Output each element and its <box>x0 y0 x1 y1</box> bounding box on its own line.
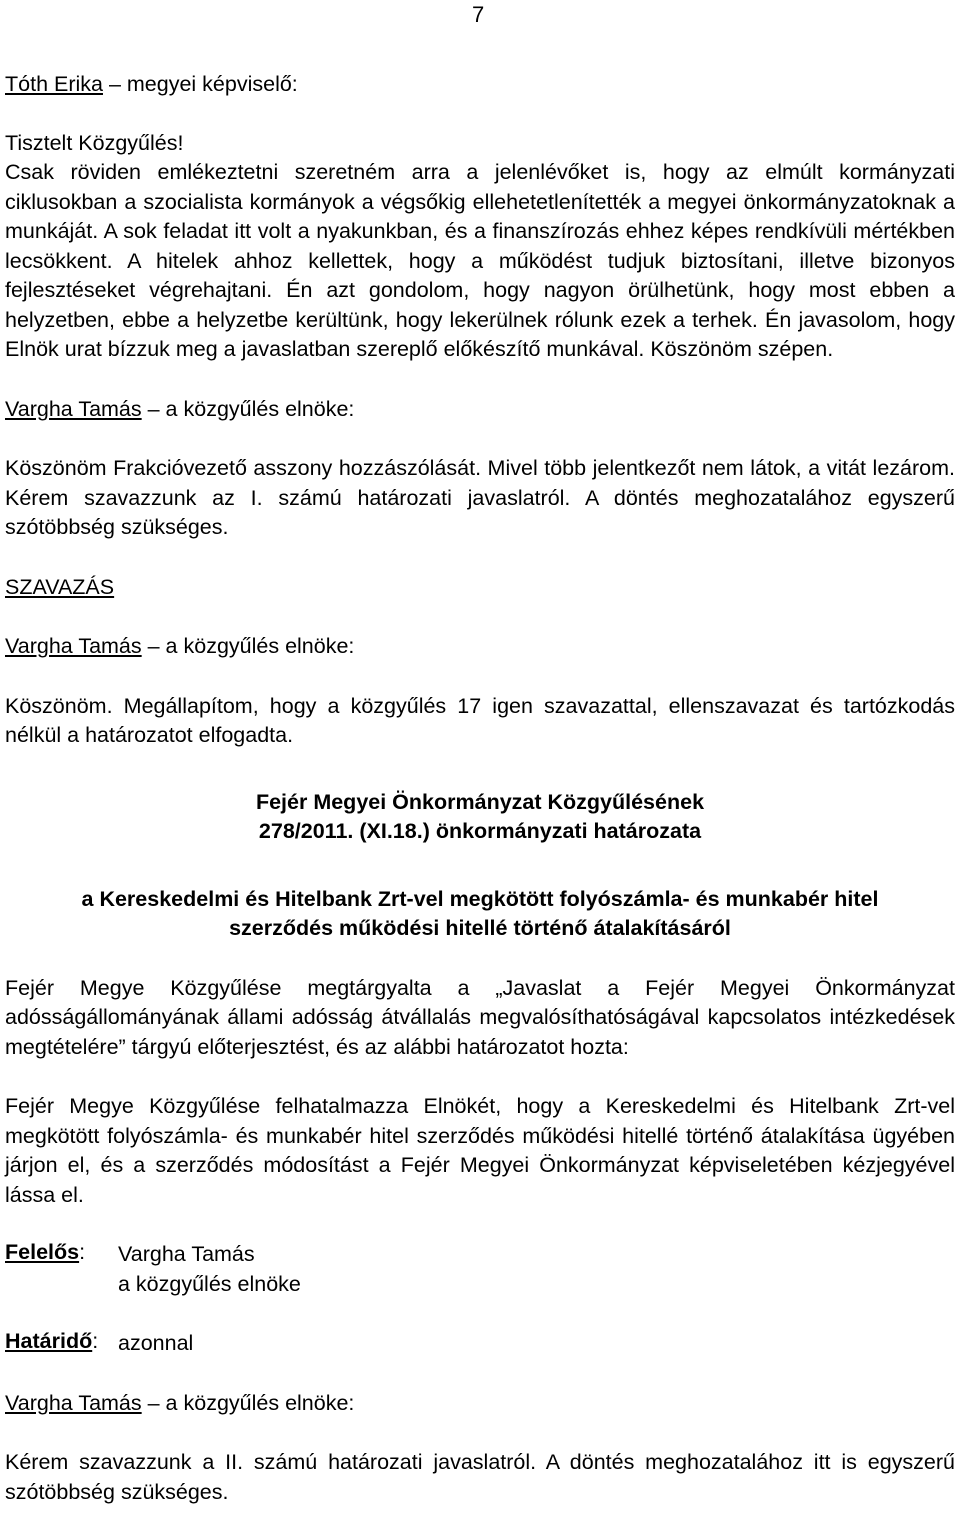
speaker-heading <box>5 1389 955 1419</box>
vote-heading: SZAVAZÁS <box>5 574 115 599</box>
speaker-name: Vargha Tamás <box>5 634 142 658</box>
deadline-value: azonnal <box>118 1331 194 1355</box>
speaker-heading <box>5 70 955 100</box>
deadline-field <box>5 1329 955 1359</box>
page-number: 7 <box>472 2 485 27</box>
speech-paragraph: Köszönöm. Megállapítom, hogy a közgyűlés 17 igen szavazattal, ellenszavazat és tartózkodás nélkül a határozatot elfogadta. <box>5 693 955 747</box>
resolution-subject: szerződés működési hitellé történő átalakításáról <box>229 916 731 940</box>
speaker-role: – a közgyűlés elnöke: <box>141 1390 355 1415</box>
resolution-number: 278/2011. (XI.18.) önkormányzati határozata <box>258 819 702 843</box>
responsible-title: a közgyűlés elnöke <box>118 1271 301 1296</box>
speaker-role: – a közgyűlés elnöke: <box>141 634 355 658</box>
resolution-title: Fejér Megyei Önkormányzat Közgyűlésének <box>255 789 705 814</box>
resolution-paragraph: Fejér Megye Közgyűlése megtárgyalta a „Javaslat a Fejér Megyei Önkormányzat adósságállományának állami adósság átvállalás megvalósíthatóságával kapcsolatos intézkedések megtételére” tárgyú előterjesztést, és az alábbi határozatot hozta: <box>5 975 955 1059</box>
speech-paragraph: Köszönöm Frakcióvezető asszony hozzászólását. Mivel több jelentkezőt nem látok, a vitát lezárom. Kérem szavazzunk az I. számú határozati javaslatról. A döntés meghozatalához egyszerű szótöbbség szükséges. <box>5 456 955 539</box>
speaker-name: Tóth Erika <box>5 72 103 96</box>
speaker-role: – a közgyűlés elnöke: <box>141 396 355 421</box>
speech-paragraph: Kérem szavazzunk a II. számú határozati javaslatról. A döntés meghozatalához itt is egyszerű szótöbbség szükséges. <box>5 1450 955 1504</box>
salutation: Tisztelt Közgyűlés! <box>5 130 184 155</box>
speaker-heading <box>5 395 955 425</box>
speaker-name: Vargha Tamás <box>5 1390 142 1415</box>
resolution-paragraph: Fejér Megye Közgyűlése felhatalmazza Elnökét, hogy a Kereskedelmi és Hitelbank Zrt-vel megkötött folyószámla- és munkabér hitel szerződés működési hitellé történő átalakítása ügyében járjon el, és a szerződés módosítást a Fejér Megyei Önkormányzat képviseletében kézjegyével lássa el. <box>5 1094 955 1207</box>
responsible-field <box>5 1240 955 1299</box>
speaker-heading <box>5 632 955 662</box>
resolution-subject: a Kereskedelmi és Hitelbank Zrt-vel megkötött folyószámla- és munkabér hitel <box>81 886 879 911</box>
deadline-label: Határidő <box>5 1329 93 1353</box>
speaker-name: Vargha Tamás <box>5 396 142 421</box>
label-colon: : <box>92 1329 99 1353</box>
document-body <box>5 70 955 1507</box>
responsible-name: Vargha Tamás <box>118 1242 255 1266</box>
responsible-label: Felelős <box>5 1240 80 1264</box>
speech-paragraph: Csak röviden emlékeztetni szeretném arra a jelenlévőket is, hogy az elmúlt kormányzati ciklusokban a szocialista kormányok a végsőkig ellehetetlenítették a megyei önkormányzatoknak a munkáját. A sok feladat itt volt a nyakunkban, és a finanszírozás ehhez képes rendkívüli mértékben lecsökkent. A hitelek ahhoz kellettek, hogy a működést tudjuk biztosítani, illetve bizonyos fejlesztéseket végrehajtani. Én azt gondolom, hogy nagyon örülhetünk, hogy most ebben a helyzetben, ebbe a helyzetbe kerültünk, hogy lekerülnek rólunk ezek a terhek. Én javasolom, hogy Elnök urat bízzuk meg a javaslatban szereplő előkészítő munkával. Köszönöm szépen. <box>5 160 955 361</box>
speaker-role: – megyei képviselő: <box>102 72 298 96</box>
label-colon: : <box>79 1240 86 1264</box>
